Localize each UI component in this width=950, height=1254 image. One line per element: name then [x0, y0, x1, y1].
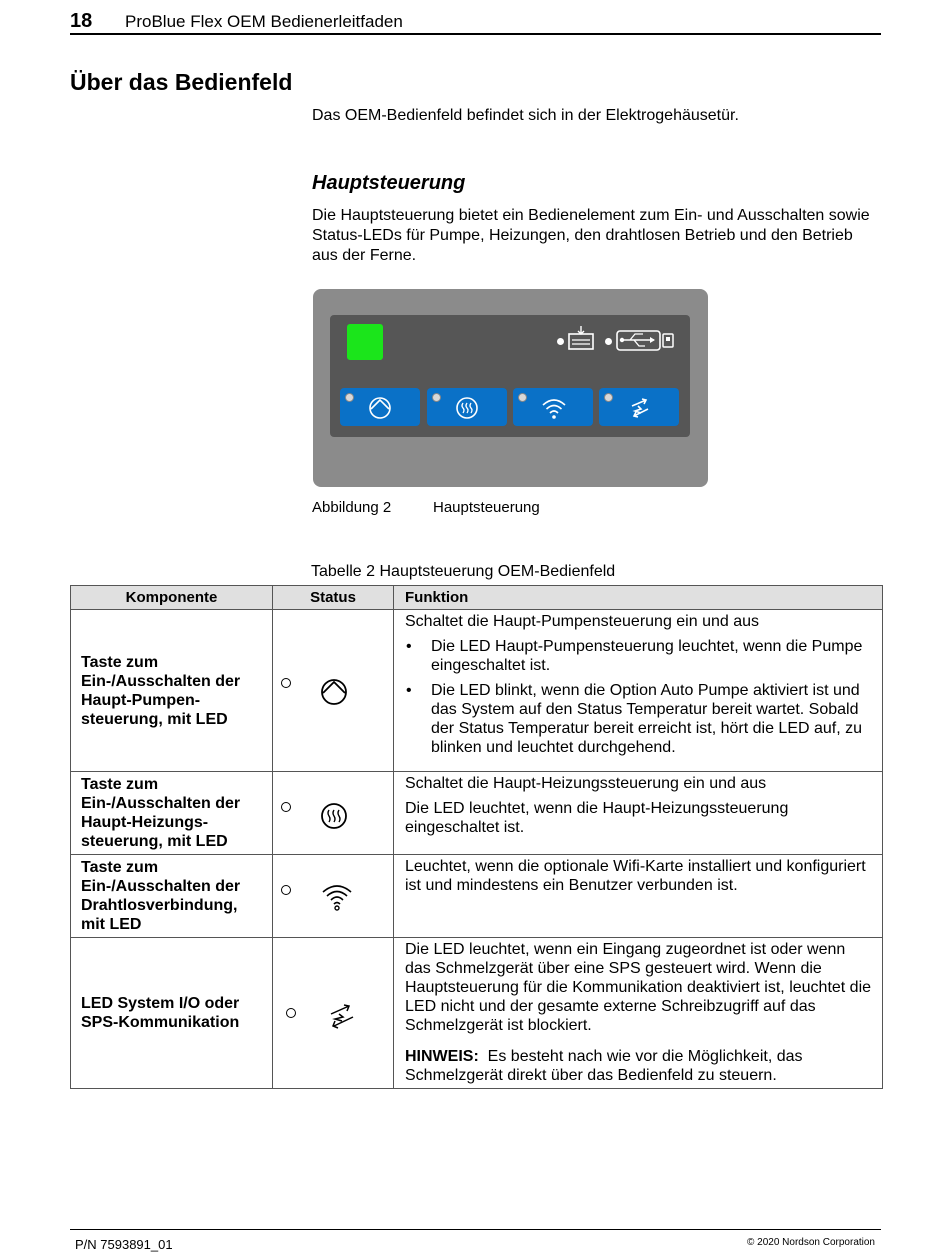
- table-row: [71, 855, 883, 938]
- list-item: • Die LED Haupt-Pumpensteuerung leuchtet, wenn die Pumpe eingeschaltet ist.: [420, 637, 872, 675]
- io-module-icon: [566, 325, 598, 353]
- led-indicator-icon: [281, 678, 291, 688]
- note-text: Es besteht nach wie vor die Möglichkeit, das Schmelzgerät direkt über das Bedienfeld zu steuern.: [405, 1048, 803, 1084]
- header-rule: [70, 33, 881, 35]
- table-row: [71, 938, 883, 1089]
- wifi-icon: [541, 396, 567, 420]
- component-cell: LED System I/O oder SPS-Kommunikation: [71, 938, 273, 1089]
- column-header: Komponente: [71, 586, 273, 610]
- function-list: [405, 637, 872, 757]
- section-intro: Das OEM-Bedienfeld befindet sich in der Elektrogehäusetür.: [312, 107, 739, 124]
- footer-rule: [70, 1229, 881, 1230]
- status-led: [557, 338, 564, 345]
- heater-led: [432, 393, 441, 402]
- function-text: Schaltet die Haupt-Pumpensteuerung ein und aus: [405, 613, 760, 630]
- part-number: P/N 7593891_01: [75, 1237, 173, 1252]
- status-cell: [273, 855, 394, 938]
- page-number: 18: [70, 10, 93, 32]
- component-cell: Taste zum Ein-/Ausschalten der Haupt-Pumpen-steuerung, mit LED: [71, 610, 273, 772]
- led-indicator-icon: [281, 885, 291, 895]
- function-text: Leuchtet, wenn die optionale Wifi-Karte installiert und konfiguriert ist und mindestens ein Benutzer verbunden ist.: [405, 858, 866, 894]
- usb-icon: [616, 329, 676, 353]
- function-cell: [394, 610, 883, 772]
- list-item: • Die LED blinkt, wenn die Option Auto Pumpe aktiviert ist und das System auf den Status Temperatur bereit wartet. Sobald der Status Temperatur bereit erreicht ist, hört die LED auf, zu blinken und leuchtet durchgehend.: [420, 681, 872, 757]
- function-text: Die LED leuchtet, wenn ein Eingang zugeordnet ist oder wenn das Schmelzgerät über eine SPS gesteuert wird. Wenn die Hauptsteuerung für die Kommunikation deaktiviert ist, leuchtet die LED nicht und der gesamte externe Schreibzugriff auf das Schmelzgerät ist blockiert.: [405, 941, 872, 1034]
- pump-button[interactable]: [340, 388, 420, 426]
- remote-icon: [627, 396, 653, 420]
- status-cell: [273, 610, 394, 772]
- wifi-led: [518, 393, 527, 402]
- heater-button[interactable]: [427, 388, 507, 426]
- subsection-heading: Hauptsteuerung: [312, 172, 466, 194]
- figure-title: Hauptsteuerung: [433, 499, 540, 516]
- function-cell: [394, 772, 883, 855]
- status-led: [605, 338, 612, 345]
- power-led: [347, 324, 383, 360]
- component-cell: Taste zum Ein-/Ausschalten der Haupt-Heizungs-steuerung, mit LED: [71, 772, 273, 855]
- table-row: [71, 610, 883, 772]
- subsection-paragraph: Die Hauptsteuerung bietet ein Bedienelement zum Ein- und Ausschalten sowie Status-LEDs für Pumpe, Heizungen, den drahtlosen Betrieb und den Betrieb aus der Ferne.: [312, 207, 870, 264]
- table-header-row: [71, 586, 883, 610]
- status-cell: [273, 772, 394, 855]
- wifi-button[interactable]: [513, 388, 593, 426]
- wifi-icon: [320, 881, 354, 913]
- note-paragraph: [405, 1047, 872, 1085]
- pump-icon: [368, 396, 392, 420]
- note-label: HINWEIS:: [405, 1048, 479, 1065]
- control-panel-figure: [313, 289, 708, 487]
- section-heading: Über das Bedienfeld: [70, 69, 293, 95]
- copyright: © 2020 Nordson Corporation: [747, 1237, 875, 1248]
- column-header: Status: [273, 586, 394, 610]
- remote-icon: [325, 1002, 359, 1032]
- status-cell: [273, 938, 394, 1089]
- table-caption: Tabelle 2 Hauptsteuerung OEM-Bedienfeld: [311, 563, 616, 580]
- function-cell: [394, 855, 883, 938]
- column-header: Funktion: [394, 586, 883, 610]
- document-title: ProBlue Flex OEM Bedienerleitfaden: [125, 12, 403, 31]
- pump-led: [345, 393, 354, 402]
- function-cell: [394, 938, 883, 1089]
- function-text: Die LED leuchtet, wenn die Haupt-Heizungssteuerung eingeschaltet ist.: [405, 800, 789, 836]
- table-row: [71, 772, 883, 855]
- control-table: [70, 585, 883, 1089]
- heater-icon: [320, 802, 348, 830]
- component-cell: Taste zum Ein-/Ausschalten der Drahtlosverbindung, mit LED: [71, 855, 273, 938]
- control-panel-face: [330, 315, 690, 437]
- heater-icon: [455, 396, 479, 420]
- figure-label: Abbildung 2: [312, 499, 392, 516]
- led-indicator-icon: [281, 802, 291, 812]
- pump-icon: [320, 678, 348, 706]
- function-text: Schaltet die Haupt-Heizungssteuerung ein und aus: [405, 775, 767, 792]
- remote-led: [604, 393, 613, 402]
- remote-button[interactable]: [599, 388, 679, 426]
- led-indicator-icon: [286, 1008, 296, 1018]
